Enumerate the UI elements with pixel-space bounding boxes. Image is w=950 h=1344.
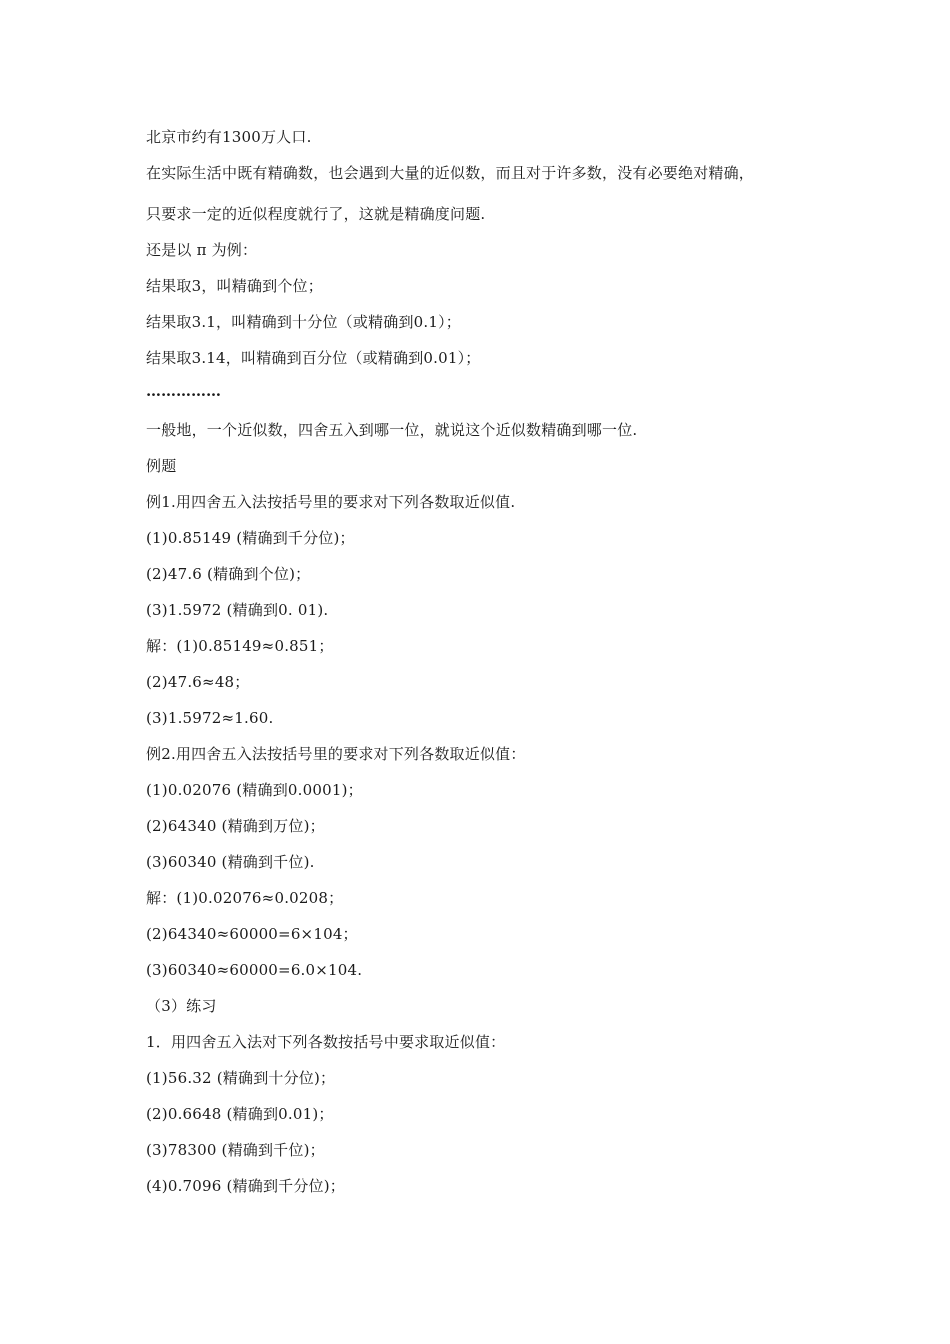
text-line: 还是以 π 为例：	[146, 241, 258, 259]
section-heading: 例题	[146, 457, 177, 475]
text-line: (3)78300 (精确到千位)；	[146, 1141, 325, 1159]
ellipsis-line: ……………	[146, 382, 221, 400]
text-line: 结果取3.14，叫精确到百分位（或精确到0.01）；	[146, 349, 481, 367]
solution-line: 解：(1)0.02076≈0.0208；	[146, 889, 344, 907]
exercise-title: 1．用四舍五入法对下列各数按括号中要求取近似值：	[146, 1033, 506, 1051]
text-line: (1)0.02076 (精确到0.0001)；	[146, 781, 363, 799]
text-line: (2)47.6 (精确到个位)；	[146, 565, 311, 583]
example-title: 例2.用四舍五入法按括号里的要求对下列各数取近似值：	[146, 745, 526, 763]
text-line: (2)64340 (精确到万位)；	[146, 817, 325, 835]
example-title: 例1.用四舍五入法按括号里的要求对下列各数取近似值.	[146, 493, 516, 511]
text-line: 北京市约有1300万人口.	[146, 128, 312, 146]
text-line: (4)0.7096 (精确到千分位)；	[146, 1177, 346, 1195]
text-line: (2)47.6≈48；	[146, 673, 250, 691]
text-line: (3)1.5972 (精确到0. 01).	[146, 601, 329, 619]
text-line: 在实际生活中既有精确数，也会遇到大量的近似数，而且对于许多数，没有必要绝对精确，	[146, 164, 755, 182]
section-heading: （3）练习	[146, 997, 217, 1015]
text-line: (3)60340 (精确到千位).	[146, 853, 315, 871]
text-line: (1)56.32 (精确到十分位)；	[146, 1069, 336, 1087]
solution-line: 解：(1)0.85149≈0.851；	[146, 637, 334, 655]
text-line: (2)0.6648 (精确到0.01)；	[146, 1105, 334, 1123]
text-line: (1)0.85149 (精确到千分位)；	[146, 529, 355, 547]
text-line: 只要求一定的近似程度就行了，这就是精确度问题.	[146, 205, 486, 223]
text-line: (2)64340≈60000=6×104；	[146, 925, 358, 943]
text-line: 结果取3，叫精确到个位；	[146, 277, 323, 295]
text-line: 结果取3.1，叫精确到十分位（或精确到0.1）；	[146, 313, 462, 331]
text-line: (3)60340≈60000=6.0×104.	[146, 961, 363, 979]
text-line: 一般地，一个近似数，四舍五入到哪一位，就说这个近似数精确到哪一位.	[146, 421, 638, 439]
text-line: (3)1.5972≈1.60.	[146, 709, 274, 727]
